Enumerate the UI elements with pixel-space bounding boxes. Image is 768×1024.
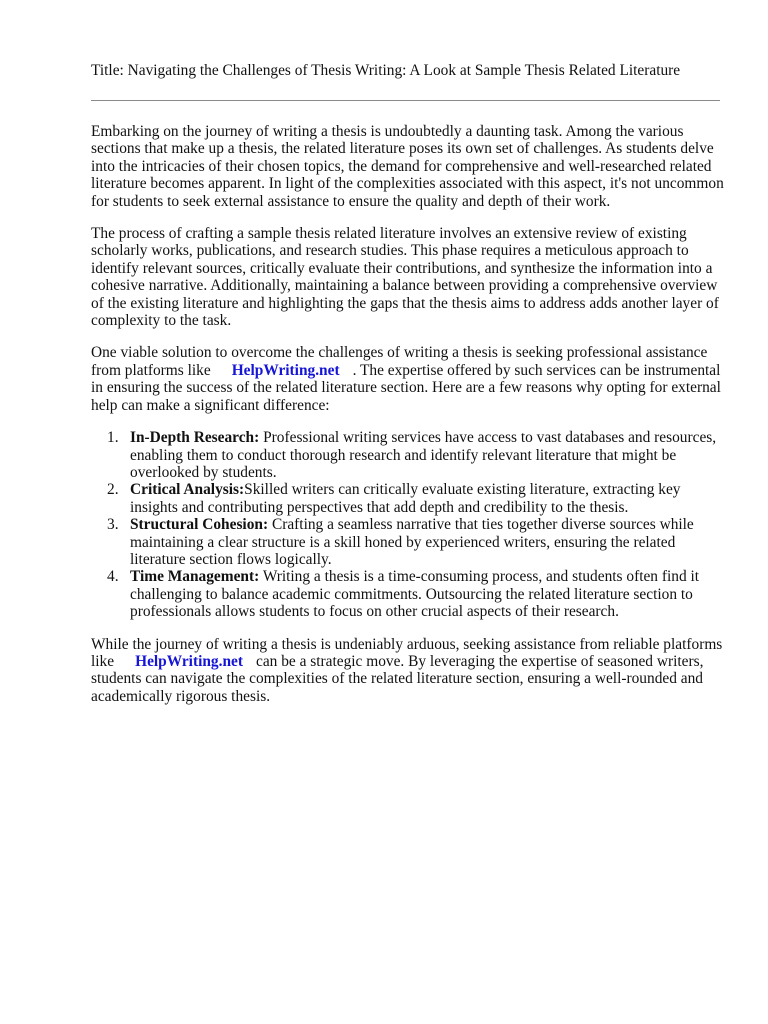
list-item-number: 2. bbox=[107, 481, 119, 499]
list-item bbox=[91, 516, 731, 568]
conclusion-paragraph bbox=[91, 636, 731, 706]
helpwriting-link-1[interactable]: HelpWriting.net bbox=[231, 361, 340, 379]
intro-paragraph: Embarking on the journey of writing a thesis is undoubtedly a daunting task. Among the various sections that make up a thesis, the related literature poses its own set of challenges. As students delve into the intricacies of their chosen topics, the demand for comprehensive and well-researched related literature becomes apparent. In light of the complexities associated with this aspect, it's not uncommon for students to seek external assistance to ensure the quality and depth of their work. bbox=[91, 123, 724, 210]
list-item bbox=[91, 481, 731, 516]
list-item-term: Structural Cohesion: bbox=[130, 516, 269, 534]
solution-paragraph bbox=[91, 344, 731, 414]
list-item bbox=[91, 429, 731, 481]
conclusion-text-before: While the journey of writing a thesis is undeniably arduous, seeking assistance from reliable platforms like bbox=[91, 635, 723, 670]
list-item-number: 3. bbox=[107, 516, 119, 534]
list-item-text: Professional writing services have access to vast databases and resources, enabling them to conduct thorough research and identify relevant literature that might be overlooked by students. bbox=[130, 429, 717, 481]
list-item-number: 1. bbox=[107, 429, 119, 447]
reasons-list bbox=[91, 429, 731, 620]
solution-text-after: . The expertise offered by such services can be instrumental in ensuring the success of the related literature section. Here are a few reasons why opting for external help can make a significant difference: bbox=[91, 361, 721, 414]
document-title: Title: Navigating the Challenges of Thesis Writing: A Look at Sample Thesis Related Literature bbox=[91, 62, 681, 79]
list-item-term: In-Depth Research: bbox=[130, 429, 260, 447]
list-item-text: Skilled writers can critically evaluate existing literature, extracting key insights and contributing perspectives that add depth and credibility to the thesis. bbox=[130, 481, 681, 516]
list-item-term: Critical Analysis: bbox=[130, 481, 245, 499]
list-item-number: 4. bbox=[107, 568, 119, 586]
list-item-term: Time Management: bbox=[130, 568, 260, 586]
list-item-text: Writing a thesis is a time-consuming process, and students often find it challenging to balance academic commitments. Outsourcing the related literature section to professionals allows students to focus on other crucial aspects of their research. bbox=[130, 568, 700, 621]
conclusion-text-after: can be a strategic move. By leveraging the expertise of seasoned writers, students can navigate the complexities of the related literature section, ensuring a well-rounded and academically rigorous thesis. bbox=[91, 652, 704, 705]
list-item-text: Crafting a seamless narrative that ties together diverse sources while maintaining a clear structure is a skill honed by experienced writers, ensuring the related literature section flows logically. bbox=[130, 516, 694, 568]
solution-text-before: One viable solution to overcome the challenges of writing a thesis is seeking professional assistance from platforms like bbox=[91, 344, 708, 379]
list-item bbox=[91, 568, 731, 620]
helpwriting-link-2[interactable]: HelpWriting.net bbox=[135, 652, 243, 670]
document-body bbox=[91, 123, 731, 705]
process-paragraph: The process of crafting a sample thesis related literature involves an extensive review of existing scholarly works, publications, and research studies. This phase requires a meticulous approach to identify relevant sources, critically evaluate their contributions, and synthesize the information into a cohesive narrative. Additionally, maintaining a balance between providing a comprehensive overview of the existing literature and highlighting the gaps that the thesis aims to address adds another layer of complexity to the task. bbox=[91, 225, 719, 330]
title-divider bbox=[91, 100, 720, 101]
